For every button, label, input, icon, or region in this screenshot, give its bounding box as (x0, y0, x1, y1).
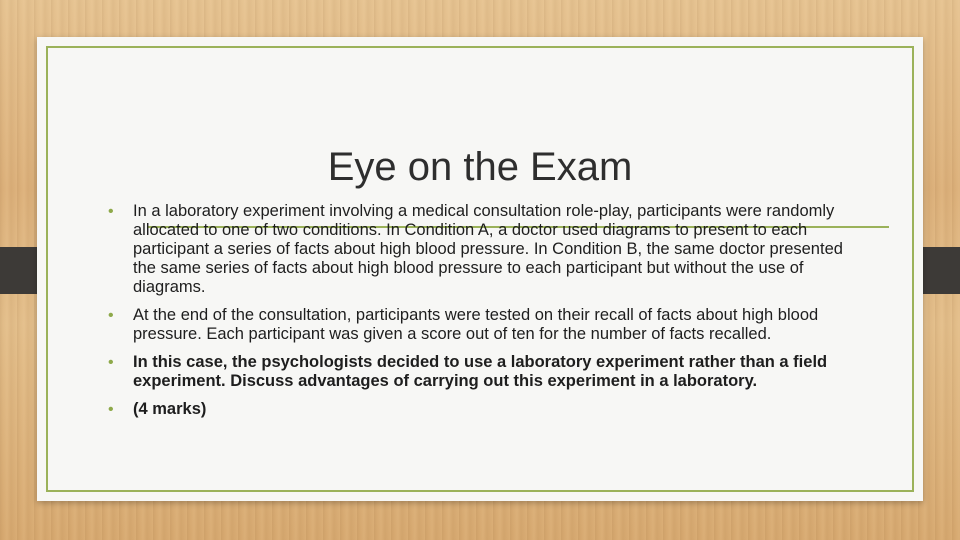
bullet-icon: • (108, 354, 114, 371)
bullet-item (107, 202, 857, 297)
slide-title: Eye on the Exam (327, 145, 633, 189)
bullet-icon: • (108, 307, 114, 324)
bullet-item (107, 306, 857, 344)
bullet-item (107, 353, 857, 391)
bullet-icon: • (108, 203, 114, 220)
bullet-icon: • (108, 401, 114, 418)
bullet-text-4: (4 marks) (133, 400, 207, 418)
bullet-text-3: In this case, the psychologists decided to use a laboratory experiment rather than a field experiment. Discuss advantages of carrying out this experiment in a laboratory. (133, 353, 828, 390)
bullet-list (107, 202, 857, 428)
bullet-text-1: In a laboratory experiment involving a medical consultation role-play, participants were randomly allocated to one of two conditions. In Condition A, a doctor used diagrams to present to each participant a series of facts about high blood pressure. In Condition B, the same doctor presented the same series of facts about high blood pressure to each participant but without the use of diagrams. (133, 202, 843, 296)
bullet-item (107, 400, 857, 419)
bullet-text-2: At the end of the consultation, participants were tested on their recall of facts about high blood pressure. Each participant was given a score out of ten for the number of facts recalled. (133, 306, 819, 343)
